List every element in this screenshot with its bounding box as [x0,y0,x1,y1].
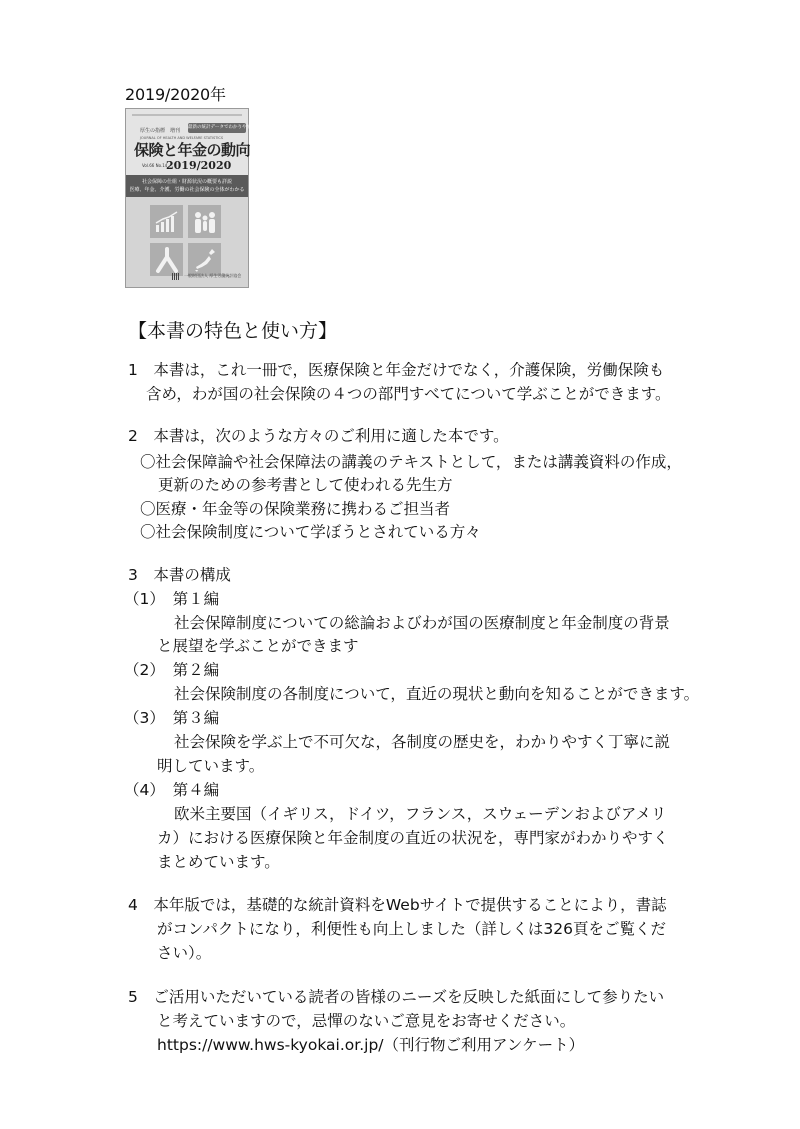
part-4-line-3: まとめています。 [157,853,280,871]
part-1-line-1: 社会保障制度についての総論およびわが国の医療制度と年金制度の背景 [174,614,670,632]
cover-volume: Vol.66 No.14 [142,163,168,168]
cover-picture-area [126,197,248,287]
part-1-heading: （1） 第１編 [124,590,220,608]
item-2-bullet-3: 〇社会保険制度について学ぼうとされている方々 [140,523,481,541]
item-5-line-2: と考えていますので，忌憚のないご意見をお寄せください。 [157,1012,576,1030]
cover-top-rule [132,114,242,116]
part-3-line-1: 社会保険を学ぶ上で不可欠な，各制度の歴史を，わかりやすく丁寧に説 [174,733,671,751]
cover-subtitle: JOURNAL OF HEALTH AND WELFARE STATISTICS [140,136,224,140]
part-2-heading: （2） 第２編 [124,661,220,679]
item-1-line-2: 含め，わが国の社会保険の４つの部門すべてについて学ぶことができます。 [146,385,671,403]
year-label: 2019/2020年 [125,85,226,104]
person-icon [150,243,183,276]
part-4-line-1: 欧米主要国（イギリス，ドイツ，フランス，スウェーデンおよびアメリ [174,805,667,823]
item-5-line-1: 5 ご活用いただいている読者の皆様のニーズを反映した紙面にして参りたい [128,988,665,1006]
cover-callout: 最新の統計データでわかりやすく解説 [188,123,246,133]
item-2-line-1: 2 本書は，次のような方々のご利用に適した本です。 [128,427,509,445]
cover-year: 2019/2020 [166,159,232,172]
cover-publisher: 一般財団法人 厚生労働統計協会 [184,273,242,278]
item-4-line-1: 4 本年版では，基礎的な統計資料をWebサイトで提供することにより，書誌 [128,896,667,914]
item-4-line-3: さい）。 [157,944,212,962]
cover-band-line-1: 社会保障の仕組・財源状況の概要も詳説 [141,179,232,185]
publisher-logo [172,273,180,280]
cover-series: 厚生の指標 増刊 [140,128,181,134]
part-4-line-2: カ）における医療保険と年金制度の直近の状況を，専門家がわかりやすく [157,829,669,847]
part-2-line-1: 社会保険制度の各制度について，直近の現状と動向を知ることができます。 [174,685,700,703]
cover-band-line-2: 医療、年金、介護、労働の社会保険の全体がわかる [129,187,245,193]
people-icon [188,205,221,238]
part-3-line-2: 明しています。 [157,757,265,775]
item-4-line-2: がコンパクトになり，利便性も向上しました（詳しくは326頁をご覧くだ [157,920,667,938]
part-1-line-2: と展望を学ぶことができます [157,637,359,655]
survey-url-link[interactable]: https://www.hws-kyokai.or.jp/（刊行物ご利用アンケート） [157,1036,585,1054]
part-3-heading: （3） 第３編 [124,709,220,727]
book-cover [125,108,265,288]
cover-band [126,175,248,197]
item-2-bullet-1: 〇社会保障論や社会保障法の講義のテキストとして，または講義資料の作成， [140,453,682,471]
item-2-bullet-1-cont: 更新のための参考書として使われる先生方 [158,476,453,494]
japan-map-icon [188,243,221,276]
cover-title: 保険と年金の動向 [134,141,251,159]
item-1-line-1: 1 本書は，これ一冊で，医療保険と年金だけでなく，介護保険，労働保険も [128,361,665,379]
item-2-bullet-2: 〇医療・年金等の保険業務に携わるご担当者 [140,500,451,518]
section-heading: 【本書の特色と使い方】 [128,320,338,342]
chart-icon [150,205,183,238]
part-4-heading: （4） 第４編 [124,781,220,799]
item-3-heading: 3 本書の構成 [128,566,231,584]
